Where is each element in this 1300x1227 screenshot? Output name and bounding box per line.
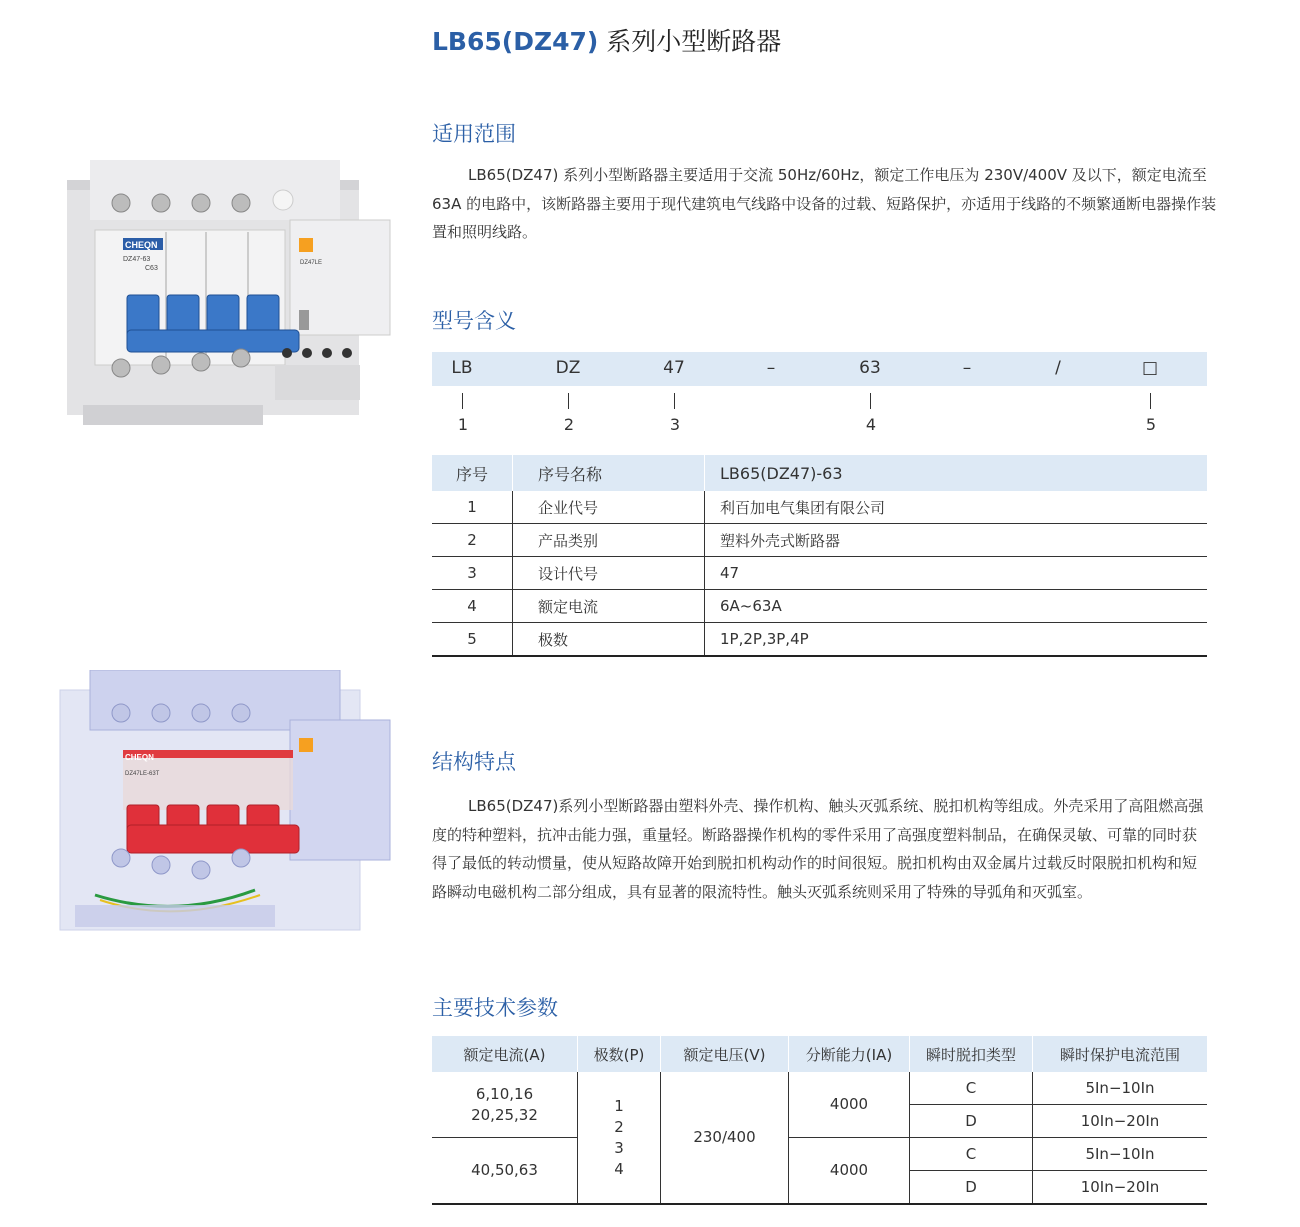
params-heading: 主要技术参数 <box>432 996 558 1020</box>
breaker-rating-text: C63 <box>145 265 158 272</box>
model-token: – <box>962 358 972 378</box>
model-heading: 型号含义 <box>432 309 516 333</box>
table-cell: 2 <box>432 524 513 557</box>
marker-number: 3 <box>669 415 681 434</box>
marker-line <box>568 393 569 409</box>
marker-line <box>462 393 463 409</box>
marker-line <box>870 393 871 409</box>
breaking-cell: 4000 <box>789 1072 910 1138</box>
model-token: 47 <box>663 358 685 378</box>
table-header: 极数(P) <box>578 1036 661 1072</box>
scope-heading: 适用范围 <box>432 122 516 146</box>
marker-number: 5 <box>1145 415 1157 434</box>
model-code-bar <box>432 352 1207 386</box>
range-cell: 10In−20In <box>1033 1171 1208 1205</box>
transparent-brand-text: CHEQN <box>125 753 154 762</box>
trip-type-cell: D <box>910 1171 1033 1205</box>
trip-type-cell: C <box>910 1138 1033 1171</box>
table-cell: 6A~63A <box>705 590 1208 623</box>
trip-type-cell: C <box>910 1072 1033 1105</box>
breaker-brand-text: CHEQN <box>125 240 158 250</box>
poles-cell <box>578 1072 661 1204</box>
breaker-product-image <box>55 160 400 435</box>
table-cell: 设计代号 <box>513 557 705 590</box>
table-cell: 1 <box>432 491 513 524</box>
model-token: – <box>766 358 776 378</box>
range-cell: 5In−10In <box>1033 1138 1208 1171</box>
table-header: LB65(DZ47)-63 <box>705 455 1208 491</box>
table-header: 分断能力(IA) <box>789 1036 910 1072</box>
breaking-cell: 4000 <box>789 1138 910 1205</box>
voltage-cell: 230/400 <box>661 1072 789 1204</box>
marker-line <box>1150 393 1151 409</box>
table-cell: 产品类别 <box>513 524 705 557</box>
transparent-model-text: DZ47LE-63T <box>125 771 160 777</box>
current-group-2: 40,50,63 <box>432 1138 578 1205</box>
page-title-en: LB65(DZ47) <box>432 27 599 56</box>
table-header: 序号 <box>432 455 513 491</box>
table-cell: 塑料外壳式断路器 <box>705 524 1208 557</box>
table-row <box>432 491 1207 524</box>
current-values: 20,25,32 <box>471 1105 538 1124</box>
transparent-breaker-image <box>55 670 400 935</box>
rcd-model-text: DZ47LE <box>300 260 323 266</box>
table-header: 序号名称 <box>513 455 705 491</box>
tech-params-table <box>432 1036 1207 1205</box>
structure-heading: 结构特点 <box>432 750 516 774</box>
table-header: 额定电流(A) <box>432 1036 578 1072</box>
scope-text: LB65(DZ47) 系列小型断路器主要适用于交流 50Hz/60Hz，额定工作电压为 230V/400V 及以下，额定电流至 63A 的电路中，该断路器主要用于现代建筑电气线路中设备的过载、短路保护，亦适用于线路的不频繁通断电器操作装置和照明线路。 <box>432 166 1217 241</box>
marker-number: 2 <box>563 415 575 434</box>
table-row <box>432 590 1207 623</box>
table-header-row <box>432 455 1207 491</box>
pole-value: 4 <box>614 1159 624 1178</box>
model-meaning-table <box>432 455 1207 657</box>
table-cell: 4 <box>432 590 513 623</box>
table-cell: 3 <box>432 557 513 590</box>
table-header: 瞬时脱扣类型 <box>910 1036 1033 1072</box>
model-token: □ <box>1141 358 1159 378</box>
range-cell: 5In−10In <box>1033 1072 1208 1105</box>
table-row <box>432 623 1207 657</box>
table-header: 额定电压(V) <box>661 1036 789 1072</box>
current-values: 6,10,16 <box>475 1084 534 1103</box>
marker-number: 1 <box>457 415 469 434</box>
trip-type-cell: D <box>910 1105 1033 1138</box>
pole-value: 2 <box>614 1117 624 1136</box>
range-cell: 10In−20In <box>1033 1105 1208 1138</box>
page-title-zh: 系列小型断路器 <box>598 27 782 56</box>
table-header: 瞬时保护电流范围 <box>1033 1036 1208 1072</box>
page-title <box>432 22 781 58</box>
pole-value: 1 <box>614 1096 624 1115</box>
table-row <box>432 1072 1207 1105</box>
table-cell: 5 <box>432 623 513 657</box>
model-token: LB <box>451 358 473 378</box>
pole-value: 3 <box>614 1138 624 1157</box>
model-token: 63 <box>859 358 881 378</box>
table-row <box>432 557 1207 590</box>
table-row <box>432 1138 1207 1171</box>
model-token: / <box>1055 358 1061 378</box>
table-header-row <box>432 1036 1207 1072</box>
table-cell: 极数 <box>513 623 705 657</box>
table-row <box>432 524 1207 557</box>
marker-line <box>674 393 675 409</box>
current-group-1 <box>432 1072 578 1138</box>
table-cell: 额定电流 <box>513 590 705 623</box>
table-cell: 企业代号 <box>513 491 705 524</box>
structure-text: LB65(DZ47)系列小型断路器由塑料外壳、操作机构、触头灭弧系统、脱扣机构等组成。外壳采用了高阻燃高强度的特种塑料，抗冲击能力强，重量轻。断路器操作机构的零件采用了高强度塑料制品，在确保灵敏、可靠的同时获得了最低的转动惯量，使从短路故障开始到脱扣机构动作的时间很短。脱扣机构由双金属片过载反时限脱扣机构和短路瞬动电磁机构二部分组成，具有显著的限流特性。触头灭弧系统则采用了特殊的导弧角和灭弧室。 <box>432 797 1204 901</box>
table-cell: 利百加电气集团有限公司 <box>705 491 1208 524</box>
breaker-model-text: DZ47-63 <box>123 256 151 263</box>
table-cell: 1P,2P,3P,4P <box>705 623 1208 657</box>
marker-number: 4 <box>865 415 877 434</box>
model-token: DZ <box>555 358 581 378</box>
table-cell: 47 <box>705 557 1208 590</box>
